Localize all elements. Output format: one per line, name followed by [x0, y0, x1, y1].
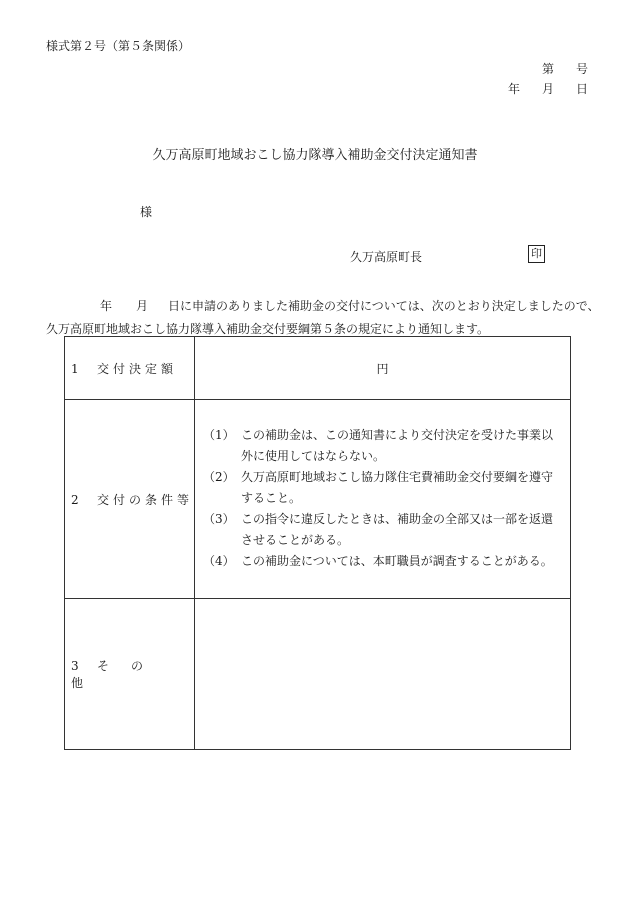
row-label-amount	[65, 337, 195, 400]
body-line2: 久万高原町地域おこし協力隊導入補助金交付要綱第５条の規定により通知します。	[46, 322, 490, 336]
seal-mark: 印	[528, 245, 545, 263]
document-date	[508, 80, 588, 97]
condition-text: この補助金は、この通知書により交付決定を受けた事業以外に使用してはならない。	[241, 428, 554, 463]
condition-marker: （4）	[203, 554, 235, 569]
condition-marker: （2）	[203, 470, 235, 485]
condition-text: 久万高原町地域おこし協力隊住宅費補助金交付要綱を遵守すること。	[241, 470, 554, 505]
list-item	[203, 467, 564, 508]
row-label-other	[65, 599, 195, 750]
conditions-cell	[195, 400, 571, 599]
doc-no-suffix: 号	[575, 62, 588, 76]
other-label-char: 他	[71, 676, 84, 690]
issuer-name: 久万高原町長	[350, 250, 423, 264]
condition-text: この補助金については、本町職員が調査することがある。	[241, 554, 553, 569]
table-row	[65, 337, 571, 400]
conditions-label: 交付の条件	[97, 492, 178, 507]
amount-unit: 円	[376, 361, 389, 376]
table-row	[65, 599, 571, 750]
date-day: 日	[575, 82, 588, 96]
row-number: 3	[71, 659, 79, 673]
document-number	[542, 60, 588, 77]
amount-cell	[195, 337, 571, 400]
condition-marker: （1）	[203, 428, 235, 443]
notice-body	[46, 295, 606, 341]
row-number: 1	[71, 361, 79, 376]
form-number: 様式第２号（第５条関係）	[46, 39, 191, 53]
conditions-list	[195, 421, 570, 577]
list-item	[203, 551, 564, 572]
document-title: 久万高原町地域おこし協力隊導入補助金交付決定通知書	[152, 148, 478, 163]
date-month: 月	[541, 82, 554, 96]
body-month: 月	[136, 299, 149, 313]
body-line1: 日に申請のありました補助金の交付については、次のとおり決定しましたので、	[168, 299, 600, 313]
decision-table	[64, 336, 571, 750]
doc-no-prefix: 第	[541, 62, 554, 76]
addressee-suffix: 様	[140, 205, 153, 219]
list-item	[203, 425, 564, 466]
condition-marker: （3）	[203, 512, 235, 527]
row-label-conditions	[65, 400, 195, 599]
amount-label: 交付決定額	[97, 361, 178, 376]
conditions-label-suffix: 等	[177, 492, 190, 507]
list-item	[203, 509, 564, 550]
other-label-char: の	[131, 659, 144, 673]
condition-text: この指令に違反したときは、補助金の全部又は一部を返還させることがある。	[241, 512, 554, 547]
other-cell	[195, 599, 571, 750]
date-year: 年	[507, 82, 520, 96]
table-row	[65, 400, 571, 599]
body-year: 年	[100, 299, 113, 313]
other-label-char: そ	[97, 659, 110, 673]
row-number: 2	[71, 492, 79, 507]
